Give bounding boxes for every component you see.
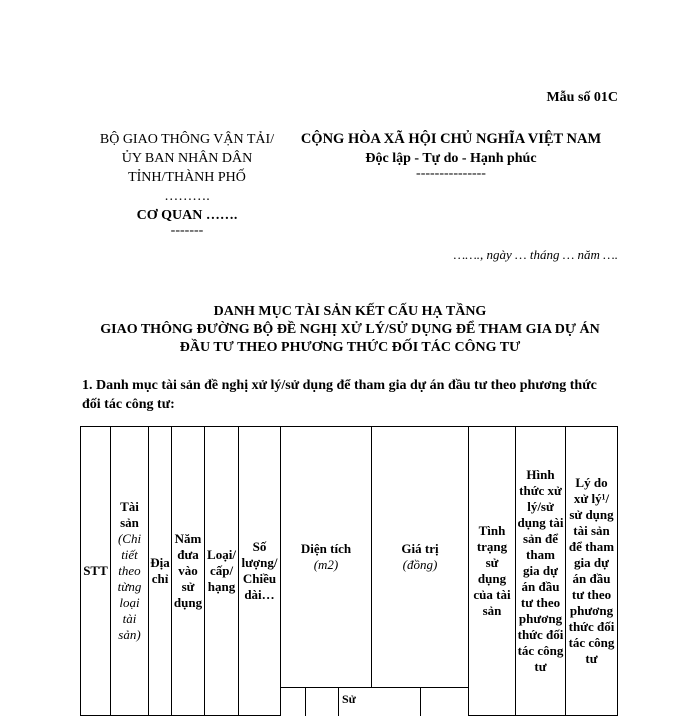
header-asset <box>110 426 149 716</box>
nation-name: CỘNG HÒA XÃ HỘI CHỦ NGHĨA VIỆT NAM <box>300 131 602 147</box>
title-line-2: GIAO THÔNG ĐƯỜNG BỘ ĐỀ NGHỊ XỬ LÝ/SỬ DỤNG ĐỂ THAM GIA DỰ ÁN <box>100 322 600 337</box>
area-label: Diện tích <box>300 541 352 556</box>
authority-line-2: ỦY BAN NHÂN DÂN <box>121 151 253 166</box>
document-title <box>80 303 620 357</box>
motto-rule: --------------- <box>416 166 486 181</box>
header-method: Hình thức xử lý/sử dụng tài sản để tham gia dự án đầu tư theo phương thức đối tác công tư <box>515 426 566 716</box>
national-motto: Độc lập - Tự do - Hạnh phúc <box>365 151 537 166</box>
value-label: Giá trị <box>401 541 439 556</box>
area-subheader-partial: Sử <box>342 692 356 706</box>
asset-label: Tài sản <box>120 499 139 530</box>
value-subdivider-1 <box>420 687 421 716</box>
header-type: Loại/ cấp/ hạng <box>204 426 239 716</box>
agency-name: CƠ QUAN ……. <box>136 208 238 223</box>
title-line-1: DANH MỤC TÀI SẢN KẾT CẤU HẠ TẦNG <box>213 304 487 319</box>
national-header <box>290 130 612 180</box>
header-quantity: Số lượng/ Chiều dài… <box>238 426 281 716</box>
asset-note: (Chi tiết theo từng loại tài sản) <box>117 531 142 642</box>
date-line: ……., ngày … tháng … năm …. <box>453 247 618 262</box>
area-unit: (m2) <box>313 557 339 572</box>
form-code: Mẫu số 01C <box>546 90 618 105</box>
subheader-rule <box>280 687 469 688</box>
header-location: Địa chỉ <box>148 426 172 716</box>
area-subdivider-2 <box>338 687 339 716</box>
title-line-3: ĐẦU TƯ THEO PHƯƠNG THỨC ĐỐI TÁC CÔNG TƯ <box>179 340 521 355</box>
header-status: Tình trạng sử dụng của tài sản <box>468 426 516 716</box>
section-heading: 1. Danh mục tài sản đề nghị xử lý/sử dụng để tham gia dự án đầu tư theo phương thức đối tác công tư: <box>82 378 597 412</box>
header-year: Năm đưa vào sử dụng <box>171 426 205 716</box>
issuing-authority <box>88 130 286 237</box>
header-area <box>280 426 372 688</box>
authority-line-3: TỈNH/THÀNH PHỐ <box>128 170 246 185</box>
authority-dots: ………. <box>164 189 210 204</box>
authority-line-1: BỘ GIAO THÔNG VẬN TẢI/ <box>99 132 275 147</box>
agency-rule: ------- <box>170 223 204 238</box>
header-stt: STT <box>80 426 111 716</box>
value-unit: (đồng) <box>402 557 438 572</box>
area-subdivider-1 <box>305 687 306 716</box>
header-value <box>371 426 469 688</box>
asset-table <box>80 426 618 716</box>
header-reason: Lý do xử lý¹/ sử dụng tài sản để tham gia dự án đầu tư theo phương thức đối tác công tư <box>565 426 618 716</box>
